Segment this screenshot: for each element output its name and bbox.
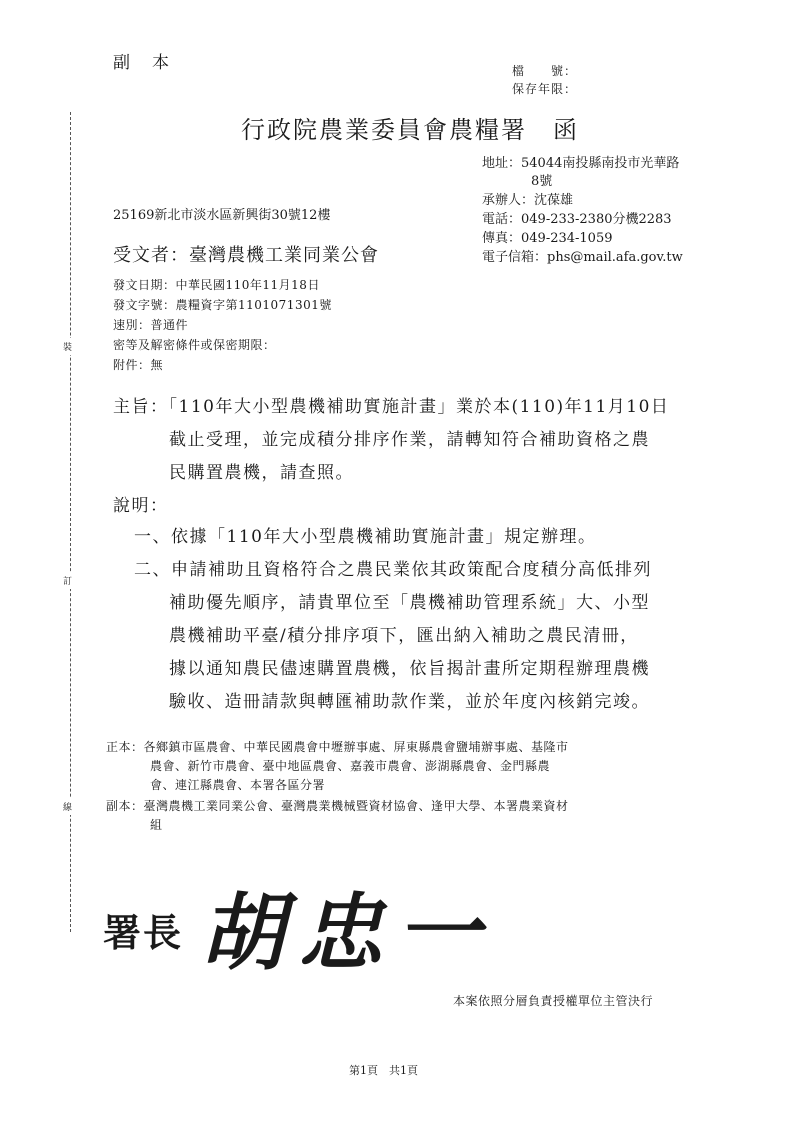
fax: 傳真：049-234-1059: [482, 231, 613, 246]
copy-recipients-line-2: 組: [150, 818, 163, 832]
signature-title: 署長: [103, 910, 184, 955]
retention-label: 保存年限：: [512, 82, 578, 96]
handler: 承辦人：沈葆雄: [482, 193, 574, 208]
secrecy: 密等及解密條件或保密期限：: [113, 338, 276, 352]
page-number: 第1頁 共1頁: [349, 1064, 418, 1077]
sender-address-line1: 地址：54044南投縣南投市光華路: [482, 156, 680, 171]
explanation-item-2-line-5: 驗收、造冊請款與轉匯補助款作業，並於年度內核銷完竣。: [169, 692, 650, 712]
copy-recipients-line-1: 副本：臺灣農機工業同業公會、臺灣農業機械暨資材協會、逢甲大學、本署農業資材: [106, 799, 569, 813]
speed: 速別：普通件: [113, 318, 189, 332]
file-number-label: 檔 號：: [512, 64, 578, 78]
issue-date: 發文日期：中華民國110年11月18日: [113, 278, 320, 292]
document-number: 發文字號：農糧資字第1101071301號: [113, 298, 332, 312]
original-recipients-line-3: 會、連江縣農會、本署各區分署: [150, 778, 326, 792]
subject-line-3: 民購置農機，請查照。: [169, 463, 354, 483]
explanation-item-2-line-3: 農機補助平臺/積分排序項下，匯出納入補助之農民清冊，: [169, 626, 639, 646]
subject-line-2: 截止受理，並完成積分排序作業，請轉知符合補助資格之農: [169, 430, 650, 450]
attachment: 附件：無: [113, 358, 164, 372]
explanation-item-2-line-1: 二、申請補助且資格符合之農民業依其政策配合度積分高低排列: [134, 560, 652, 580]
binding-mark-1: 裝: [63, 338, 72, 355]
original-recipients-line-1: 正本：各鄉鎮市區農會、中華民國農會中壢辦事處、屏東縣農會鹽埔辦事處、基隆市: [106, 740, 569, 754]
original-recipients-line-2: 農會、新竹市農會、臺中地區農會、嘉義市農會、澎湖縣農會、金門縣農: [150, 759, 551, 773]
sender-address-line2: 8號: [531, 174, 553, 189]
binding-mark-2: 訂: [63, 572, 72, 589]
phone: 電話：049-233-2380分機2283: [482, 212, 672, 227]
receiver-address: 25169新北市淡水區新興街30號12樓: [113, 208, 331, 223]
signature-name: 胡忠一: [200, 883, 495, 982]
email: 電子信箱：phs@mail.afa.gov.tw: [482, 250, 683, 265]
recipient: 受文者：臺灣農機工業同業公會: [113, 245, 379, 266]
authority-note: 本案依照分層負責授權單位主管決行: [453, 994, 654, 1008]
explanation-item-2-line-4: 據以通知農民儘速購置農機，依旨揭計畫所定期程辦理農機: [169, 659, 650, 679]
binding-mark-3: 線: [63, 798, 72, 815]
explanation-label: 說明：: [113, 496, 169, 516]
explanation-item-1: 一、依據「110年大小型農機補助實施計畫」規定辦理。: [134, 527, 597, 547]
explanation-item-2-line-2: 補助優先順序，請貴單位至「農機補助管理系統」大、小型: [169, 593, 650, 613]
copy-mark: 副本: [113, 53, 191, 73]
subject-line-1: 主旨：「110年大小型農機補助實施計畫」業於本(110)年11月10日: [113, 397, 670, 417]
document-title: 行政院農業委員會農糧署 函: [241, 116, 579, 144]
